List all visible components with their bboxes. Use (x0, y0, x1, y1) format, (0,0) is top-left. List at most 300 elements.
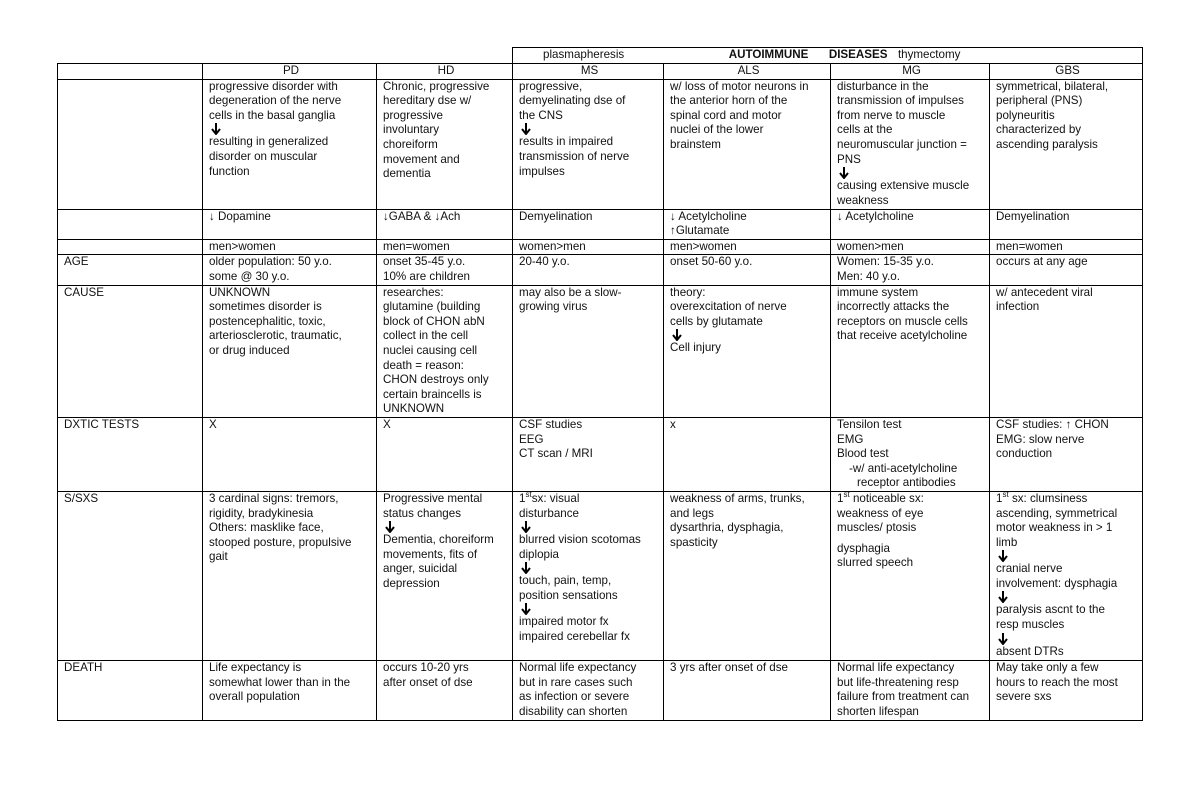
plasmapheresis-label: plasmapheresis (543, 48, 625, 61)
cell-line (996, 300, 1139, 315)
col-header-gbs: GBS (990, 64, 1143, 80)
diagnostic-tests-row (58, 417, 1143, 491)
cell-text: sx: visual (531, 491, 580, 505)
col-header-ms: MS (513, 64, 664, 80)
cell-text: impaired cerebellar fx (519, 630, 630, 644)
cell-text: resulting in generalized (209, 135, 329, 149)
cell-text: progressive, (519, 79, 583, 93)
cell-text: EMG: slow nerve (996, 432, 1085, 446)
cell-line (996, 80, 1139, 95)
cell-line (837, 521, 986, 536)
sex-ms-cell (513, 239, 664, 255)
cell-text: muscles/ ptosis (837, 521, 917, 535)
cell-line (383, 492, 509, 507)
cell-text: UNKNOWN (383, 402, 445, 416)
cell-text: anger, suicidal (383, 562, 458, 576)
cell-text: as infection or severe (519, 690, 630, 704)
cell-text: movements, fits of (383, 547, 478, 561)
cell-text: Normal life expectancy (837, 660, 955, 674)
cell-line (837, 507, 986, 522)
down-arrow-icon (519, 562, 660, 574)
cell-line (519, 661, 660, 676)
cell-line (837, 194, 986, 209)
cell-text: causing extensive muscle (837, 179, 970, 193)
row-label-death: DEATH (58, 660, 203, 720)
cell-line (837, 542, 986, 557)
cell-line (837, 433, 986, 448)
cell-line (519, 690, 660, 705)
cell-text: diplopia (519, 547, 559, 561)
cell-line (837, 94, 986, 109)
cell-text: ↓ Acetylcholine (837, 209, 914, 223)
cell-text: weakness of eye (837, 506, 924, 520)
cell-text: weakness of arms, trunks, (670, 491, 805, 505)
cell-line (996, 562, 1139, 577)
cell-text: limb (996, 535, 1018, 549)
cell-text: cells at the (837, 123, 893, 137)
cell-text: brainstem (670, 137, 721, 151)
cell-line (519, 447, 660, 462)
cell-line (996, 240, 1139, 255)
sex-hd-cell (377, 239, 513, 255)
cell-line (519, 705, 660, 720)
death-ms-cell (513, 660, 664, 720)
cell-line (670, 507, 827, 522)
cell-text: absent DTRs (996, 644, 1064, 658)
cell-line (519, 574, 660, 589)
cell-line (519, 492, 660, 507)
cell-line (670, 224, 827, 239)
cell-text: position sensations (519, 588, 618, 602)
cell-text: hereditary dse w/ (383, 94, 472, 108)
cell-line (383, 661, 509, 676)
cell-text: receptor antibodies (857, 476, 956, 490)
cell-text: receptors on muscle cells (837, 314, 968, 328)
ordinal-suffix: st (1002, 491, 1009, 500)
cell-text: resp muscles (996, 618, 1065, 632)
cell-line (670, 109, 827, 124)
cell-line (996, 690, 1139, 705)
cell-line (996, 109, 1139, 124)
cell-text: Tensilon test (837, 417, 902, 431)
cell-line (383, 270, 509, 285)
dx-hd-cell (377, 417, 513, 491)
cell-line (383, 210, 509, 225)
death-row (58, 660, 1143, 720)
title-cell (513, 48, 1143, 64)
cell-text: demyelinating dse of (519, 94, 626, 108)
cell-line (670, 661, 827, 676)
cell-line (519, 533, 660, 548)
cell-line (209, 676, 373, 691)
cell-text: noticeable sx: (849, 491, 924, 505)
cell-text: status changes (383, 506, 461, 520)
cell-text: paralysis ascnt to the (996, 603, 1105, 617)
cause-als-cell (664, 285, 831, 417)
cell-text: nuclei causing cell (383, 343, 478, 357)
cell-text: 3 cardinal signs: tremors, (209, 491, 339, 505)
cell-line (996, 661, 1139, 676)
cell-line (670, 123, 827, 138)
cell-text: 20-40 y.o. (519, 255, 570, 269)
cell-line (519, 80, 660, 95)
cell-text: May take only a few (996, 660, 1099, 674)
cell-text: w/ antecedent viral (996, 285, 1093, 299)
signs-symptoms-row (58, 491, 1143, 660)
row-label-sex (58, 239, 203, 255)
row-label-dx: DXTIC TESTS (58, 417, 203, 491)
cell-text: some @ 30 y.o. (209, 269, 290, 283)
cell-line (670, 94, 827, 109)
row-label-cause: CAUSE (58, 285, 203, 417)
cell-line (670, 341, 827, 356)
cell-text: progressive (383, 108, 443, 122)
cell-line (670, 418, 827, 433)
age-gbs-cell (990, 255, 1143, 285)
cell-line (209, 94, 373, 109)
cell-text: dysarthria, dysphagia, (670, 521, 784, 535)
age-ms-cell (513, 255, 664, 285)
cell-text: the CNS (519, 108, 563, 122)
sex-ratio-row (58, 239, 1143, 255)
cell-text: incorrectly attacks the (837, 300, 950, 314)
cell-text: Chronic, progressive (383, 79, 490, 93)
cell-text: men=women (996, 239, 1063, 253)
def-als-cell (664, 79, 831, 209)
cell-text: Demyelination (996, 209, 1070, 223)
cell-line (519, 240, 660, 255)
cause-ms-cell (513, 285, 664, 417)
cell-line (837, 123, 986, 138)
cell-line (519, 135, 660, 150)
cell-line (209, 344, 373, 359)
cell-text: EEG (519, 432, 544, 446)
cell-text: movement and (383, 152, 460, 166)
cell-line (837, 179, 986, 194)
cell-text: gait (209, 550, 228, 564)
cause-row (58, 285, 1143, 417)
sx-mg-cell (831, 491, 990, 660)
cell-line (996, 94, 1139, 109)
cell-text: slurred speech (837, 556, 914, 570)
cell-text: immune system (837, 285, 919, 299)
cell-text: symmetrical, bilateral, (996, 79, 1109, 93)
neuro-gbs-cell (990, 209, 1143, 239)
cell-line (209, 150, 373, 165)
cell-line (209, 329, 373, 344)
cell-line (996, 123, 1139, 138)
cell-line (996, 618, 1139, 633)
cell-line (519, 165, 660, 180)
cell-line (670, 255, 827, 270)
cell-line (837, 138, 986, 153)
cell-text: CT scan / MRI (519, 447, 593, 461)
cell-text: infection (996, 300, 1040, 314)
cell-line (519, 94, 660, 109)
age-als-cell (664, 255, 831, 285)
cell-line (837, 270, 986, 285)
cell-line (383, 533, 509, 548)
cell-text: Men: 40 y.o. (837, 269, 900, 283)
cell-text: CSF studies: ↑ CHON (996, 417, 1109, 431)
cell-text: disturbance in the (837, 79, 929, 93)
cell-line (383, 359, 509, 374)
row-label-sx: S/SXS (58, 491, 203, 660)
cell-text: peripheral (PNS) (996, 94, 1083, 108)
cell-line (519, 676, 660, 691)
cell-line (209, 255, 373, 270)
cell-line (996, 676, 1139, 691)
cell-text: x (670, 417, 676, 431)
down-arrow-icon (996, 591, 1139, 603)
cell-text: neuromuscular junction = (837, 137, 967, 151)
sx-gbs-cell (990, 491, 1143, 660)
cell-line (519, 210, 660, 225)
sex-pd-cell (203, 239, 377, 255)
cell-line (519, 286, 660, 301)
cell-text: the anterior horn of the (670, 94, 788, 108)
cell-text: women>men (519, 239, 586, 253)
cell-line (383, 315, 509, 330)
cell-line (837, 447, 986, 462)
cell-line (670, 286, 827, 301)
cell-text: cells by glutamate (670, 314, 763, 328)
age-pd-cell (203, 255, 377, 285)
down-arrow-icon (519, 603, 660, 615)
thymectomy-label: thymectomy (897, 48, 961, 61)
cell-line (209, 109, 373, 124)
cell-text: cranial nerve (996, 562, 1063, 576)
cell-line (670, 138, 827, 153)
cell-line (383, 300, 509, 315)
cell-text: theory: (670, 285, 706, 299)
cell-line (519, 418, 660, 433)
cell-line (519, 615, 660, 630)
cell-text: PNS (837, 152, 861, 166)
cell-line (383, 548, 509, 563)
cell-line (383, 418, 509, 433)
cell-line (837, 329, 986, 344)
dx-als-cell (664, 417, 831, 491)
cell-line (383, 676, 509, 691)
cell-line (996, 138, 1139, 153)
cell-text: 3 yrs after onset of dse (670, 660, 788, 674)
col-header-hd: HD (377, 64, 513, 80)
cell-line (996, 492, 1139, 507)
def-ms-cell (513, 79, 664, 209)
comparison-table (57, 47, 1143, 721)
cell-text: disability can shorten (519, 704, 628, 718)
neuro-als-cell (664, 209, 831, 239)
cell-line (996, 645, 1139, 660)
col-header-als: ALS (664, 64, 831, 80)
cell-line (670, 80, 827, 95)
cell-text: rigidity, bradykinesia (209, 506, 314, 520)
cell-line (209, 315, 373, 330)
cell-line (383, 255, 509, 270)
cell-text: onset 35-45 y.o. (383, 255, 466, 269)
death-hd-cell (377, 660, 513, 720)
cell-text: Cell injury (670, 341, 721, 355)
cell-text: nuclei of the lower (670, 123, 764, 137)
cell-text: Progressive mental (383, 491, 483, 505)
cell-line (209, 550, 373, 565)
cause-gbs-cell (990, 285, 1143, 417)
cell-line (670, 521, 827, 536)
sx-als-cell (664, 491, 831, 660)
cell-line (519, 109, 660, 124)
cell-line (383, 577, 509, 592)
cell-line (209, 286, 373, 301)
cell-text: death = reason: (383, 358, 464, 372)
cell-text: touch, pain, temp, (519, 574, 612, 588)
title-diseases: DISEASES (828, 48, 888, 61)
cell-text: weakness (837, 193, 889, 207)
cell-line (209, 492, 373, 507)
col-header-pd: PD (203, 64, 377, 80)
neuro-hd-cell (377, 209, 513, 239)
cell-text: ↓ Acetylcholine (670, 209, 747, 223)
cell-text: transmission of nerve (519, 149, 630, 163)
cell-text: overexcitation of nerve (670, 300, 787, 314)
neuro-mg-cell (831, 209, 990, 239)
cell-text: researches: (383, 285, 444, 299)
cell-line (209, 270, 373, 285)
cell-line (670, 210, 827, 225)
cell-line (383, 402, 509, 417)
cell-line (209, 661, 373, 676)
sx-ms-cell (513, 491, 664, 660)
cell-line (383, 344, 509, 359)
cell-text: men>women (670, 239, 737, 253)
cell-text: occurs at any age (996, 255, 1088, 269)
cell-text: impaired motor fx (519, 615, 609, 629)
cell-line (996, 507, 1139, 522)
cell-line (996, 447, 1139, 462)
cell-line (837, 80, 986, 95)
cell-line (383, 507, 509, 522)
cell-text: and legs (670, 506, 714, 520)
cell-text: overall population (209, 690, 300, 704)
cell-text: cells in the basal ganglia (209, 108, 336, 122)
cell-line (837, 492, 986, 507)
age-row (58, 255, 1143, 285)
cell-line (670, 240, 827, 255)
ordinal-number: 1 (519, 491, 526, 505)
cell-line (209, 507, 373, 522)
cell-text: but in rare cases such (519, 675, 633, 689)
cell-line (837, 210, 986, 225)
cell-line (996, 577, 1139, 592)
definition-row (58, 79, 1143, 209)
cell-line (996, 418, 1139, 433)
cell-text: ascending paralysis (996, 137, 1098, 151)
cell-text: disturbance (519, 506, 579, 520)
age-mg-cell (831, 255, 990, 285)
cell-text: dementia (383, 167, 431, 181)
cell-text: transmission of impulses (837, 94, 964, 108)
cell-line (996, 286, 1139, 301)
cell-line (383, 138, 509, 153)
cell-line (837, 556, 986, 571)
cause-mg-cell (831, 285, 990, 417)
cell-line (383, 109, 509, 124)
cause-hd-cell (377, 285, 513, 417)
row-label-def (58, 79, 203, 209)
cell-text: degeneration of the nerve (209, 94, 342, 108)
cell-text: CHON destroys only (383, 373, 489, 387)
cell-text: involvement: dysphagia (996, 576, 1118, 590)
cell-text: conduction (996, 447, 1053, 461)
dx-gbs-cell (990, 417, 1143, 491)
cell-text: -w/ anti-acetylcholine (849, 461, 958, 475)
ordinal-number: 1 (837, 491, 844, 505)
down-arrow-icon (837, 167, 986, 179)
cell-text: X (383, 417, 391, 431)
cell-line (519, 300, 660, 315)
cell-line (837, 661, 986, 676)
cell-text: block of CHON abN (383, 314, 485, 328)
cell-line (837, 676, 986, 691)
cell-line (519, 255, 660, 270)
cell-text: older population: 50 y.o. (209, 255, 332, 269)
cell-line (837, 153, 986, 168)
cell-text: w/ loss of motor neurons in (670, 79, 809, 93)
cell-text: Life expectancy is (209, 660, 302, 674)
def-pd-cell (203, 79, 377, 209)
cell-line (837, 255, 986, 270)
cell-line (837, 705, 986, 720)
cell-line (837, 690, 986, 705)
sex-mg-cell (831, 239, 990, 255)
cell-text: from nerve to muscle (837, 108, 946, 122)
cell-text: blurred vision scotomas (519, 533, 641, 547)
cell-line (383, 123, 509, 138)
neuro-pd-cell (203, 209, 377, 239)
title-autoimmune: AUTOIMMUNE (728, 48, 809, 61)
cell-text: spasticity (670, 535, 718, 549)
cell-text: Blood test (837, 447, 889, 461)
sx-hd-cell (377, 491, 513, 660)
cell-text: men=women (383, 239, 450, 253)
cell-line (837, 418, 986, 433)
cell-text: depression (383, 576, 440, 590)
cell-line (670, 492, 827, 507)
cell-line (209, 210, 373, 225)
cell-text: EMG (837, 432, 864, 446)
cell-line (383, 373, 509, 388)
cell-line (837, 315, 986, 330)
row-label-neuro (58, 209, 203, 239)
cell-text: or drug induced (209, 343, 290, 357)
cell-line (383, 329, 509, 344)
cell-line (519, 507, 660, 522)
cell-line (519, 150, 660, 165)
title-row (58, 48, 1143, 64)
down-arrow-icon (519, 521, 660, 533)
cell-line (519, 630, 660, 645)
cell-text: ↓ Dopamine (209, 209, 271, 223)
death-mg-cell (831, 660, 990, 720)
cell-line (383, 80, 509, 95)
sx-pd-cell (203, 491, 377, 660)
cell-line (837, 286, 986, 301)
cell-text: growing virus (519, 300, 588, 314)
cell-text: UNKNOWN (209, 285, 271, 299)
ordinal-suffix: st (525, 491, 532, 500)
down-arrow-icon (996, 633, 1139, 645)
down-arrow-icon (209, 123, 373, 135)
